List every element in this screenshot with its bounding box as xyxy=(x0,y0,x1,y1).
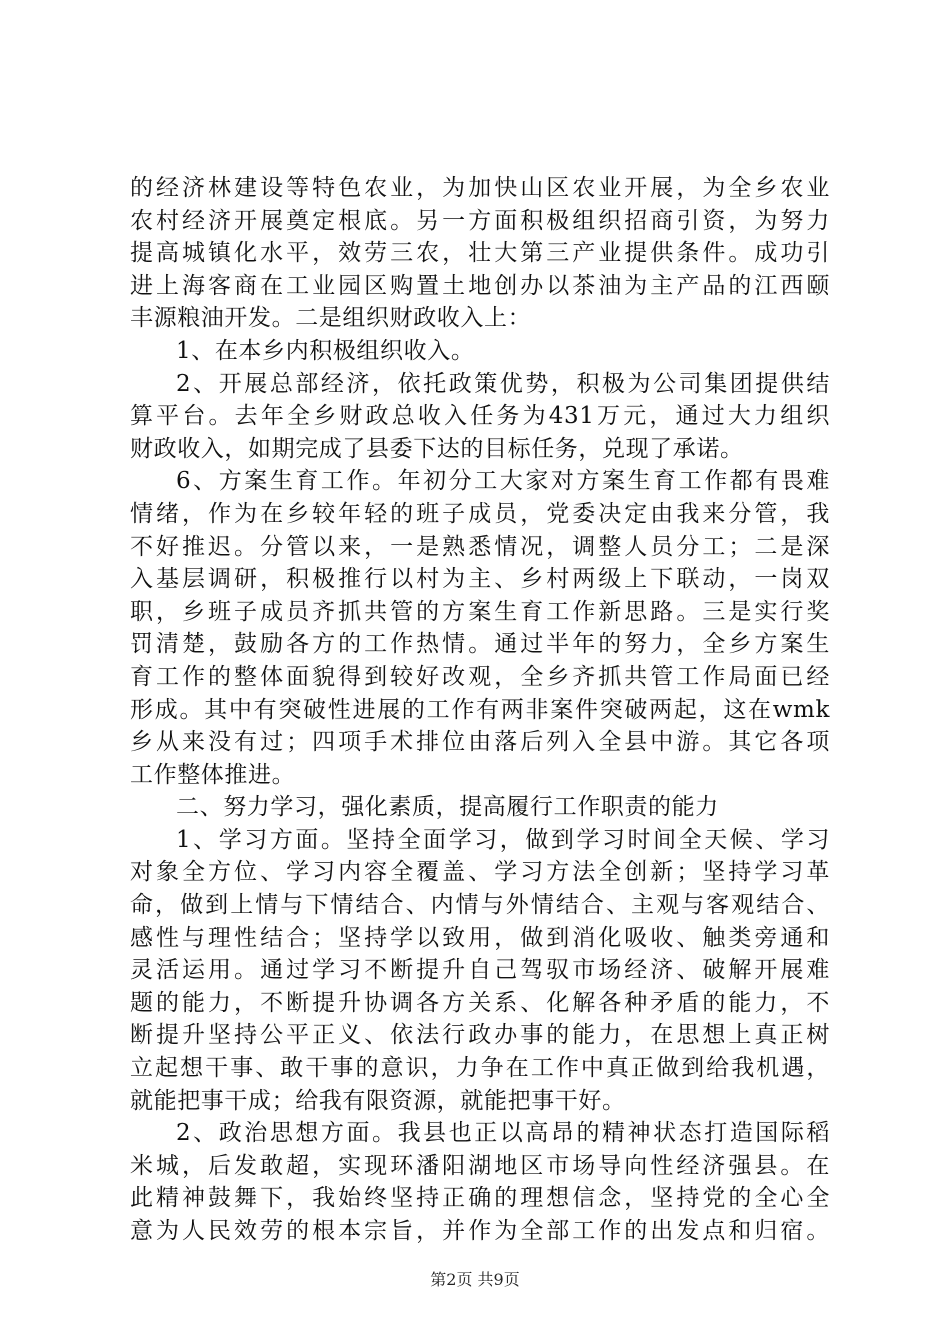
text-line: 2、开展总部经济，依托政策优势，积极为公司集团提供结 xyxy=(176,370,830,397)
text-line: 乡从来没有过；四项手术排位由落后列入全县中游。其它各项 xyxy=(130,729,830,756)
document-body xyxy=(130,172,830,1248)
text-line: 罚清楚，鼓励各方的工作热情。通过半年的努力，全乡方案生 xyxy=(130,631,830,658)
text-line: 农村经济开展奠定根底。另一方面积极组织招商引资，为努力 xyxy=(130,207,830,234)
text-line: 6、方案生育工作。年初分工大家对方案生育工作都有畏难 xyxy=(176,468,830,495)
text-line: 财政收入，如期完成了县委下达的目标任务，兑现了承诺。 xyxy=(130,435,744,462)
text-line: 立起想干事、敢干事的意识，力争在工作中真正做到给我机遇， xyxy=(130,1055,830,1082)
text-line: 感性与理性结合；坚持学以致用，做到消化吸收、触类旁通和 xyxy=(130,924,830,951)
text-line: 提高城镇化水平，效劳三农，壮大第三产业提供条件。成功引 xyxy=(130,240,830,267)
text-line: 情绪，作为在乡较年轻的班子成员，党委决定由我来分管，我 xyxy=(130,500,830,527)
text-line: 进上海客商在工业园区购置土地创办以茶油为主产品的江西颐 xyxy=(130,272,830,299)
text-line: 不好推迟。分管以来，一是熟悉情况，调整人员分工；二是深 xyxy=(130,533,830,560)
text-line: 丰源粮油开发。二是组织财政收入上： xyxy=(130,305,532,332)
text-line: 此精神鼓舞下，我始终坚持正确的理想信念，坚持党的全心全 xyxy=(130,1185,830,1212)
text-line: 题的能力，不断提升协调各方关系、化解各种矛盾的能力，不 xyxy=(130,989,830,1016)
text-line: 1、在本乡内积极组织收入。 xyxy=(176,337,475,364)
text-line: 职，乡班子成员齐抓共管的方案生育工作新思路。三是实行奖 xyxy=(130,598,830,625)
text-line: 1、学习方面。坚持全面学习，做到学习时间全天候、学习 xyxy=(176,826,830,853)
text-line: 意为人民效劳的根本宗旨，并作为全部工作的出发点和归宿。 xyxy=(130,1218,830,1244)
text-line: 就能把事干成；给我有限资源，就能把事干好。 xyxy=(130,1087,626,1114)
text-line: 命，做到上情与下情结合、内情与外情结合、主观与客观结合、 xyxy=(130,892,830,919)
page-footer: 第2页 共9页 xyxy=(430,1270,520,1289)
text-line: 工作整体推进。 xyxy=(130,761,296,788)
text-line: 的经济林建设等特色农业，为加快山区农业开展，为全乡农业 xyxy=(130,175,830,201)
text-line: 对象全方位、学习内容全覆盖、学习方法全创新；坚持学习革 xyxy=(130,859,830,886)
text-line: 形成。其中有突破性进展的工作有两非案件突破两起，这在wmk xyxy=(130,696,830,723)
text-line: 2、政治思想方面。我县也正以高昂的精神状态打造国际稻 xyxy=(176,1120,830,1147)
text-line: 育工作的整体面貌得到较好改观，全乡齐抓共管工作局面已经 xyxy=(130,663,830,690)
text-line: 算平台。去年全乡财政总收入任务为431万元，通过大力组织 xyxy=(130,403,830,430)
text-line: 米城，后发敢超，实现环潘阳湖地区市场导向性经济强县。在 xyxy=(130,1152,830,1179)
text-line: 二、努力学习，强化素质，提高履行工作职责的能力 xyxy=(176,794,719,821)
text-line: 断提升坚持公平正义、依法行政办事的能力，在思想上真正树 xyxy=(130,1022,830,1049)
text-line: 入基层调研，积极推行以村为主、乡村两级上下联动，一岗双 xyxy=(130,566,830,593)
text-line: 灵活运用。通过学习不断提升自己驾驭市场经济、破解开展难 xyxy=(130,957,830,984)
